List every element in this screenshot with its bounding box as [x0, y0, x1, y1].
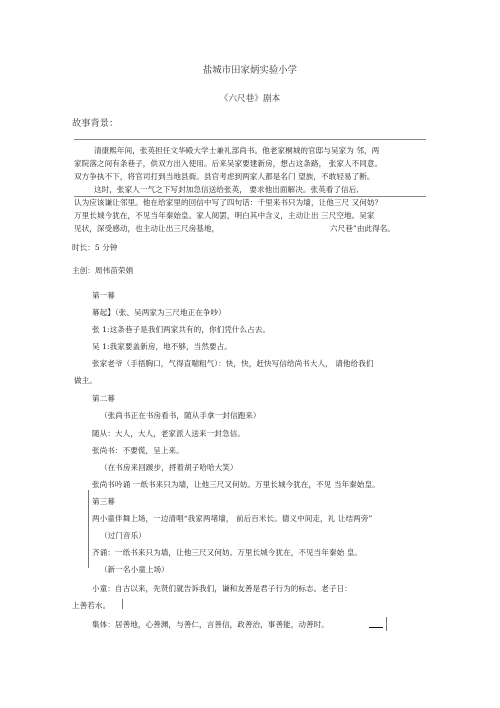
script-line: 上善若水。	[72, 601, 111, 610]
script-line: 张尚书：不要慌，呈上来。	[92, 446, 184, 455]
script-line: 张 1:这条巷子是我们两家共有的，你们凭什么占去。	[92, 325, 271, 334]
background-line: 双方争执不下，将官司打到当地县衙。县官考虑到两家人都是名门 望族，不敢轻易了断。	[74, 172, 375, 181]
act-heading: 第二幕	[92, 394, 115, 403]
script-line: 做主。	[74, 376, 97, 385]
script-line: 小童：自古以来，先贤们就告诉我们，谦和友善是君子行为的标志。老子日：	[92, 584, 352, 593]
background-line: 清康熙年间，张英担任文华殿大学士兼礼部尚书。他老家桐城的官邸与吴家为 邻，两	[94, 146, 380, 155]
script-line: （过门音乐）	[100, 531, 146, 540]
margin-rule	[386, 617, 387, 631]
cast: 主创：周伟苗荣娟	[72, 266, 134, 275]
script-line: 张家老爷（手捂胸口，气得直喘粗气）：快，快，赶快写信给尚书大人， 请他给我们	[92, 359, 374, 368]
script-line: 随从：大人，大人，老家派人送来一封急信。	[92, 429, 245, 438]
background-heading: 故事背景：	[72, 118, 119, 129]
script-line: （在书房来回踱步，捋着胡子哈哈大笑）	[100, 463, 238, 472]
dash-mark	[369, 627, 383, 628]
background-line: 万里长城今犹在，不见当年秦始皇。家人阅罢，明白其中含义，主动让出 三尺空地。吴家	[74, 211, 375, 220]
background-line: 见状，深受感动，也主动让出三尺房基地，	[74, 224, 220, 233]
script-line: 集体：居善地，心善渊，与善仁，言善信，政善治，事善能，动善时。	[92, 620, 329, 629]
script-title: 《六尺巷》剧本	[219, 94, 281, 104]
background-mid-rule	[74, 196, 426, 197]
script-line: 幕起】（张、吴两家为三尺地正在争吵）	[92, 308, 226, 317]
script-line: （张尚书正在书房看书，随从手拿一封信跑来）	[100, 411, 261, 420]
script-line: 吴 1:我家要盖新房，地不够，当然要占。	[92, 342, 232, 351]
background-line: 认为应该谦让邻里。他在给家里的回信中写了四句话：千里来书只为墙，让他三尺 又何妨？	[74, 198, 383, 207]
script-line: 齐诵：一纸书来只为墙，让他三尺又何妨。万里长城今犹在，不见当年秦始 皇。	[92, 548, 362, 557]
background-line: 六尺巷”由此得名。	[330, 224, 396, 233]
school-name: 盐城市田家炳实验小学	[202, 65, 298, 76]
duration: 时长：5 分钟	[72, 243, 118, 252]
act-heading: 第一幕	[92, 291, 115, 300]
margin-rule	[88, 490, 89, 568]
script-line: （新一名小童上场）	[100, 565, 169, 574]
script-line: 张尚书吟诵 一纸书来只为墙，让他三尺又何妨。万里长城今犹在，不见 当年秦始皇。	[92, 480, 380, 489]
act-heading: 第三幕	[92, 497, 115, 506]
script-line: 两小童伴舞上场，一边清唱“我家两堵墙， 前后百米长。德义中间走，礼 让结两旁”	[92, 514, 373, 523]
background-line: 家院落之间有条巷子，供双方出入使用。后来吴家要建新房，想占这条路， 张家人不同意。	[74, 159, 383, 168]
background-line: 这时，张家人一气之下写封加急信送给张英， 要求他出面解决。张英看了信后,	[94, 185, 359, 194]
margin-rule	[122, 599, 123, 609]
background-top-rule	[74, 139, 426, 140]
